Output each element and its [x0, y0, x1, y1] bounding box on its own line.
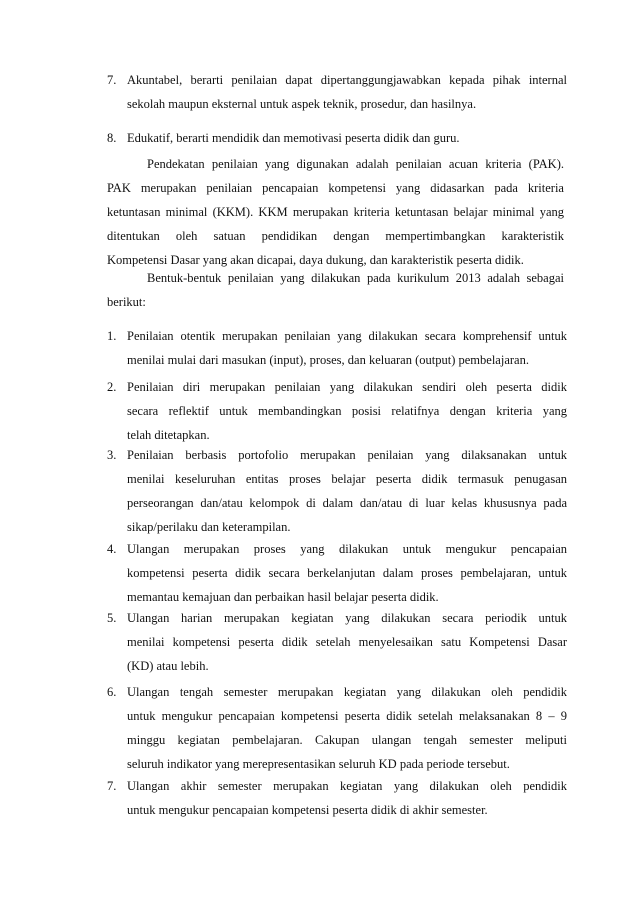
- list-item-line: menilai mulai dari masukan (input), proses, dan keluaran (output) pembelajaran.: [127, 353, 529, 367]
- list-item-line: Edukatif, berarti mendidik dan memotivasi peserta didik dan guru.: [127, 131, 460, 145]
- list-item: [107, 606, 567, 678]
- paragraph-line: Bentuk-bentuk penilaian yang dilakukan pada kurikulum 2013 adalah sebagai: [147, 271, 564, 285]
- list-item-number: 7.: [107, 73, 117, 87]
- list-item: [107, 680, 567, 776]
- list-item-line: menilai keseluruhan entitas proses belajar peserta didik termasuk penugasan: [127, 472, 567, 486]
- list-item-line: minggu kegiatan pembelajaran. Cakupan ulangan tengah semester meliputi: [127, 733, 567, 747]
- list-item-line: Ulangan tengah semester merupakan kegiatan yang dilakukan oleh pendidik: [127, 685, 567, 699]
- list-item-number: 4.: [107, 542, 117, 556]
- paragraph-line: Kompetensi Dasar yang akan dicapai, daya dukung, dan karakteristik peserta didik.: [107, 253, 524, 267]
- list-item-line: Akuntabel, berarti penilaian dapat dipertanggungjawabkan kepada pihak internal: [127, 73, 567, 87]
- list-item-line: untuk mengukur pencapaian kompetensi peserta didik setelah melaksanakan 8 – 9: [127, 709, 567, 723]
- list-item-number: 8.: [107, 131, 117, 145]
- paragraph: [107, 266, 564, 314]
- list-item-line: Penilaian otentik merupakan penilaian yang dilakukan secara komprehensif untuk: [127, 329, 567, 343]
- list-item-line: seluruh indikator yang merepresentasikan seluruh KD pada periode tersebut.: [127, 757, 510, 771]
- paragraph-line: Pendekatan penilaian yang digunakan adalah penilaian acuan kriteria (PAK).: [147, 157, 564, 171]
- list-item-line: untuk mengukur pencapaian kompetensi peserta didik di akhir semester.: [127, 803, 488, 817]
- list-item-line: sekolah maupun eksternal untuk aspek teknik, prosedur, dan hasilnya.: [127, 97, 477, 111]
- list-item: [107, 537, 567, 609]
- list-item-number: 3.: [107, 448, 117, 462]
- list-item: [107, 126, 567, 150]
- paragraph-line: berikut:: [107, 295, 146, 309]
- list-item-number: 5.: [107, 611, 117, 625]
- list-item-line: menilai kompetensi peserta didik setelah menyelesaikan satu Kompetensi Dasar: [127, 635, 567, 649]
- list-item-number: 2.: [107, 380, 117, 394]
- list-item-line: kompetensi peserta didik secara berkelanjutan dalam proses pembelajaran, untuk: [127, 566, 567, 580]
- paragraph: [107, 152, 564, 272]
- list-item-number: 1.: [107, 329, 117, 343]
- list-item: [107, 375, 567, 447]
- paragraph-line: ditentukan oleh satuan pendidikan dengan mempertimbangkan karakteristik: [107, 229, 564, 243]
- list-item: [107, 443, 567, 539]
- list-item: [107, 774, 567, 822]
- list-item-line: secara reflektif untuk membandingkan posisi relatifnya dengan kriteria yang: [127, 404, 567, 418]
- list-item: [107, 324, 567, 372]
- list-item-line: Ulangan harian merupakan kegiatan yang dilakukan secara periodik untuk: [127, 611, 567, 625]
- paragraph-line: PAK merupakan penilaian pencapaian kompetensi yang didasarkan pada kriteria: [107, 181, 564, 195]
- list-item-number: 6.: [107, 685, 117, 699]
- paragraph-line: ketuntasan minimal (KKM). KKM merupakan kriteria ketuntasan belajar minimal yang: [107, 205, 564, 219]
- list-item-line: Ulangan akhir semester merupakan kegiatan yang dilakukan oleh pendidik: [127, 779, 567, 793]
- list-item-line: sikap/perilaku dan keterampilan.: [127, 520, 291, 534]
- list-item-line: perseorangan dan/atau kelompok di dalam dan/atau di luar kelas khususnya pada: [127, 496, 567, 510]
- list-item-line: Penilaian diri merupakan penilaian yang dilakukan sendiri oleh peserta didik: [127, 380, 567, 394]
- list-item-line: Ulangan merupakan proses yang dilakukan untuk mengukur pencapaian: [127, 542, 567, 556]
- list-item-line: telah ditetapkan.: [127, 428, 210, 442]
- list-item-number: 7.: [107, 779, 117, 793]
- list-item: [107, 68, 567, 116]
- list-item-line: (KD) atau lebih.: [127, 659, 209, 673]
- list-item-line: memantau kemajuan dan perbaikan hasil belajar peserta didik.: [127, 590, 439, 604]
- list-item-line: Penilaian berbasis portofolio merupakan penilaian yang dilaksanakan untuk: [127, 448, 567, 462]
